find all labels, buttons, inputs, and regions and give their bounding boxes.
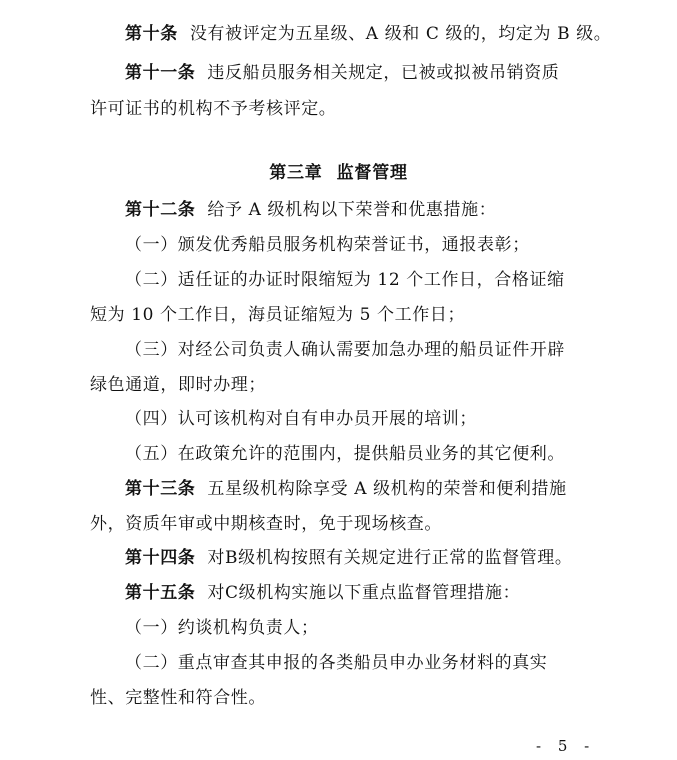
list-item: （五）在政策允许的范围内，提供船员业务的其它便利。 <box>125 444 565 464</box>
article-text: 给予 A 级机构以下荣誉和优惠措施： <box>207 200 497 220</box>
chapter-number: 第三章 <box>269 163 323 183</box>
list-item: （二）适任证的办证时限缩短为 12 个工作日，合格证缩 <box>125 270 565 290</box>
list-item: （二）重点审查其申报的各类船员申办业务材料的真实 <box>125 653 548 673</box>
list-item: （一）约谈机构负责人； <box>125 618 319 638</box>
article-label: 第十二条 <box>125 200 196 220</box>
article-13-line1 <box>0 478 677 500</box>
page-number: - 5 - <box>536 737 596 755</box>
list-item-continuation: 性、完整性和符合性。 <box>90 688 266 708</box>
article-label: 第十一条 <box>125 63 196 83</box>
article-text: 对C级机构实施以下重点监督管理措施： <box>207 583 521 603</box>
article-12 <box>0 199 677 221</box>
article-14 <box>0 547 677 569</box>
article-label: 第十四条 <box>125 548 196 568</box>
list-item: （四）认可该机构对自有申办员开展的培训； <box>125 409 477 429</box>
article-10 <box>0 23 677 45</box>
chapter-heading <box>0 162 677 184</box>
article-label: 第十五条 <box>125 583 196 603</box>
article-15 <box>0 582 677 604</box>
article-text: 对B级机构按照有关规定进行正常的监督管理。 <box>207 548 573 568</box>
article-text: 五星级机构除享受 A 级机构的荣誉和便利措施 <box>207 479 567 499</box>
list-item-continuation: 短为 10 个工作日，海员证缩短为 5 个工作日； <box>90 305 466 325</box>
list-item: （一）颁发优秀船员服务机构荣誉证书，通报表彰； <box>125 235 530 255</box>
list-item: （三）对经公司负责人确认需要加急办理的船员证件开辟 <box>125 340 565 360</box>
article-11-line1 <box>0 62 677 84</box>
article-text: 违反船员服务相关规定，已被或拟被吊销资质 <box>207 63 560 83</box>
article-label: 第十三条 <box>125 479 196 499</box>
article-11-line2: 许可证书的机构不予考核评定。 <box>90 99 337 119</box>
article-label: 第十条 <box>125 24 178 44</box>
list-item-continuation: 绿色通道，即时办理； <box>90 375 266 395</box>
article-text: 没有被评定为五星级、A 级和 C 级的，均定为 B 级。 <box>189 24 612 44</box>
chapter-title: 监督管理 <box>336 163 408 183</box>
article-13-line2: 外，资质年审或中期核查时，免于现场核查。 <box>90 514 442 534</box>
